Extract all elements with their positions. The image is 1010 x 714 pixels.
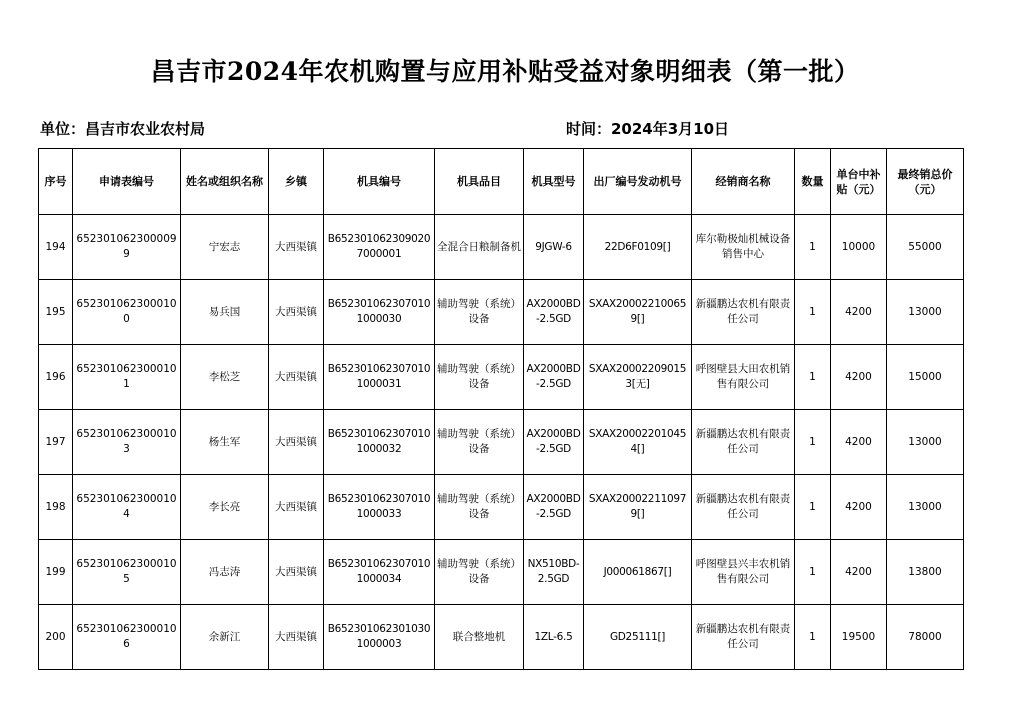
cell-quantity: 1	[795, 345, 831, 410]
cell-seq: 195	[39, 280, 73, 345]
table-row	[39, 410, 964, 475]
column-header-factory-engine-no: 出厂编号发动机号	[584, 149, 692, 215]
column-header-machine-category: 机具品目	[435, 149, 524, 215]
cell-machine-model: AX2000BD-2.5GD	[524, 475, 584, 540]
cell-applicant-name: 易兵国	[181, 280, 269, 345]
cell-subsidy-per-unit: 4200	[831, 280, 887, 345]
cell-township: 大西渠镇	[269, 280, 324, 345]
cell-subsidy-per-unit: 4200	[831, 540, 887, 605]
cell-township: 大西渠镇	[269, 345, 324, 410]
column-header-applicant-name: 姓名或组织名称	[181, 149, 269, 215]
cell-machine-model: AX2000BD-2.5GD	[524, 280, 584, 345]
cell-township: 大西渠镇	[269, 410, 324, 475]
cell-factory-engine-no: SXAX200022010454[]	[584, 410, 692, 475]
subsidy-table	[38, 148, 964, 670]
cell-township: 大西渠镇	[269, 215, 324, 280]
cell-machine-no: B6523010623010301000003	[324, 605, 435, 670]
cell-factory-engine-no: SXAX200022090153[无]	[584, 345, 692, 410]
cell-quantity: 1	[795, 475, 831, 540]
cell-seq: 196	[39, 345, 73, 410]
column-header-subsidy-per-unit: 单台中补贴（元）	[831, 149, 887, 215]
cell-application-no: 6523010623000106	[73, 605, 181, 670]
cell-township: 大西渠镇	[269, 540, 324, 605]
cell-final-total-price: 13000	[887, 410, 964, 475]
cell-dealer-name: 新疆鹏达农机有限责任公司	[692, 410, 795, 475]
cell-application-no: 6523010623000099	[73, 215, 181, 280]
cell-machine-no: B6523010623070101000033	[324, 475, 435, 540]
cell-machine-category: 辅助驾驶（系统）设备	[435, 410, 524, 475]
cell-final-total-price: 13800	[887, 540, 964, 605]
cell-application-no: 6523010623000103	[73, 410, 181, 475]
cell-machine-model: AX2000BD-2.5GD	[524, 345, 584, 410]
cell-machine-category: 辅助驾驶（系统）设备	[435, 475, 524, 540]
cell-dealer-name: 新疆鹏达农机有限责任公司	[692, 475, 795, 540]
cell-machine-category: 辅助驾驶（系统）设备	[435, 540, 524, 605]
cell-machine-model: 9JGW-6	[524, 215, 584, 280]
table-row	[39, 280, 964, 345]
cell-final-total-price: 15000	[887, 345, 964, 410]
cell-subsidy-per-unit: 4200	[831, 475, 887, 540]
cell-application-no: 6523010623000104	[73, 475, 181, 540]
cell-quantity: 1	[795, 605, 831, 670]
cell-factory-engine-no: 22D6F0109[]	[584, 215, 692, 280]
cell-dealer-name: 呼图壁县兴丰农机销售有限公司	[692, 540, 795, 605]
cell-quantity: 1	[795, 280, 831, 345]
cell-seq: 197	[39, 410, 73, 475]
table-row	[39, 215, 964, 280]
document-title: 昌吉市2024年农机购置与应用补贴受益对象明细表（第一批）	[150, 57, 860, 86]
cell-subsidy-per-unit: 19500	[831, 605, 887, 670]
column-header-final-total-price: 最终销总价（元）	[887, 149, 964, 215]
cell-applicant-name: 宁宏志	[181, 215, 269, 280]
column-header-machine-model: 机具型号	[524, 149, 584, 215]
cell-dealer-name: 呼图壁县大田农机销售有限公司	[692, 345, 795, 410]
cell-applicant-name: 余新江	[181, 605, 269, 670]
column-header-dealer-name: 经销商名称	[692, 149, 795, 215]
cell-final-total-price: 13000	[887, 280, 964, 345]
cell-final-total-price: 55000	[887, 215, 964, 280]
cell-quantity: 1	[795, 410, 831, 475]
cell-final-total-price: 13000	[887, 475, 964, 540]
cell-applicant-name: 李松芝	[181, 345, 269, 410]
table-row	[39, 605, 964, 670]
unit-label: 单位：昌吉市农业农村局	[40, 120, 206, 138]
cell-factory-engine-no: SXAX200022110979[]	[584, 475, 692, 540]
cell-applicant-name: 李长亮	[181, 475, 269, 540]
table-header-row	[39, 149, 964, 215]
cell-quantity: 1	[795, 540, 831, 605]
column-header-quantity: 数量	[795, 149, 831, 215]
cell-machine-model: 1ZL-6.5	[524, 605, 584, 670]
cell-seq: 194	[39, 215, 73, 280]
cell-machine-category: 辅助驾驶（系统）设备	[435, 280, 524, 345]
table-row	[39, 345, 964, 410]
cell-seq: 200	[39, 605, 73, 670]
cell-seq: 199	[39, 540, 73, 605]
cell-subsidy-per-unit: 4200	[831, 410, 887, 475]
cell-quantity: 1	[795, 215, 831, 280]
cell-township: 大西渠镇	[269, 475, 324, 540]
cell-machine-no: B6523010623070101000032	[324, 410, 435, 475]
cell-machine-category: 辅助驾驶（系统）设备	[435, 345, 524, 410]
cell-machine-category: 全混合日粮制备机	[435, 215, 524, 280]
column-header-machine-no: 机具编号	[324, 149, 435, 215]
cell-seq: 198	[39, 475, 73, 540]
cell-factory-engine-no: GD25111[]	[584, 605, 692, 670]
cell-dealer-name: 新疆鹏达农机有限责任公司	[692, 605, 795, 670]
cell-applicant-name: 冯志涛	[181, 540, 269, 605]
cell-township: 大西渠镇	[269, 605, 324, 670]
cell-machine-no: B6523010623070101000030	[324, 280, 435, 345]
date-label: 时间：2024年3月10日	[566, 120, 730, 138]
cell-applicant-name: 杨生军	[181, 410, 269, 475]
cell-application-no: 6523010623000105	[73, 540, 181, 605]
cell-application-no: 6523010623000101	[73, 345, 181, 410]
cell-machine-no: B6523010623070101000034	[324, 540, 435, 605]
cell-dealer-name: 新疆鹏达农机有限责任公司	[692, 280, 795, 345]
cell-factory-engine-no: SXAX200022100659[]	[584, 280, 692, 345]
cell-dealer-name: 库尔勒极灿机械设备销售中心	[692, 215, 795, 280]
cell-subsidy-per-unit: 4200	[831, 345, 887, 410]
cell-factory-engine-no: J000061867[]	[584, 540, 692, 605]
column-header-application-no: 申请表编号	[73, 149, 181, 215]
table-row	[39, 540, 964, 605]
cell-machine-model: NX510BD-2.5GD	[524, 540, 584, 605]
cell-machine-no: B6523010623070101000031	[324, 345, 435, 410]
column-header-township: 乡镇	[269, 149, 324, 215]
cell-machine-no: B6523010623090207000001	[324, 215, 435, 280]
cell-application-no: 6523010623000100	[73, 280, 181, 345]
cell-machine-model: AX2000BD-2.5GD	[524, 410, 584, 475]
table-row	[39, 475, 964, 540]
cell-subsidy-per-unit: 10000	[831, 215, 887, 280]
column-header-seq: 序号	[39, 149, 73, 215]
cell-final-total-price: 78000	[887, 605, 964, 670]
cell-machine-category: 联合整地机	[435, 605, 524, 670]
